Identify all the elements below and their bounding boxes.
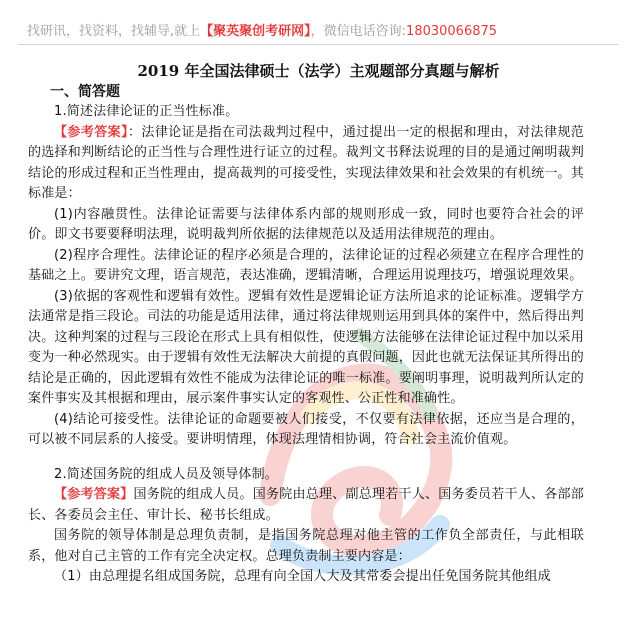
answer-tag: 【参考答案】 xyxy=(54,487,134,502)
answer-1-point-3: (3)依据的客观性和逻辑有效性。逻辑有效性是逻辑论证方法所追求的论证标准。逻辑学方法通常是指三段论。司法的功能是适用法律，通过将法律规则运用到具体的案件中，然后得出判决。这种判案的过程与三段论在形式上具有相似性，使逻辑方法能够在法律论证过程中加以采用变为一种必然现实。由于逻辑有效性无法解决大前提的真假问题，因此也就无法保证其所得出的结论是正确的，因此逻辑有效性不能成为法律论证的唯一标准。要阐明事理，说明裁判所认定的案件事实及其根据和理由，展示案件事实认定的客观性、公正性和准确性。 xyxy=(28,288,584,406)
document-title: 2019 年全国法律硕士（法学）主观题部分真题与解析 xyxy=(137,62,500,80)
answer-1-point-1: (1)内容融贯性。法律论证需要与法律体系内部的规则形成一致，同时也要符合社会的评价。即文书要要释明法理，说明裁判所依据的法律规范以及适用法律规范的理由。 xyxy=(28,206,584,242)
answer-2-point-1: （1）由总理提名组成国务院，总理有向全国人大及其常委会提出任免国务院其他组成 xyxy=(54,569,551,584)
page-header xyxy=(0,0,637,52)
answer-1 xyxy=(28,123,584,205)
header-phone[interactable]: 18030066875 xyxy=(406,24,498,39)
section-heading: 一、简答题 xyxy=(50,84,120,100)
answer-2-para-2: 国务院的领导体制是总理负责制，是指国务院总理对他主管的工作负全部责任，与此相联系，他对自己主管的工作有完全决定权。总理负责制主要内容是： xyxy=(28,528,584,564)
answer-1-point-4: (4)结论可接受性。法律论证的命题要被人们接受，不仅要有法律依据，还应当是合理的，可以被不同层系的人接受。要讲明情理，体现法理情相协调，符合社会主流价值观。 xyxy=(28,411,584,447)
answer-1-point-2: (2)程序合理性。法律论证的程序必须是合理的，法律论证的过程必须建立在程序合理性的基础之上。要讲究文理，语言规范，表达准确，逻辑清晰，合理运用说理技巧，增强说理效果。 xyxy=(28,247,584,283)
header-brand-link[interactable]: 【聚英聚创考研网】 xyxy=(200,24,311,39)
question-1: 1.简述法律论证的正当性标准。 xyxy=(54,104,239,119)
header-contact-label: ，微信电话咨询: xyxy=(310,24,407,39)
answer-2 xyxy=(28,485,584,526)
question-2: 2.简述国务院的组成人员及领导体制。 xyxy=(54,466,279,482)
header-prefix: 找研讯，找资料，找辅导,就上 xyxy=(27,24,201,39)
document-body xyxy=(28,102,584,588)
header-line xyxy=(27,20,497,39)
answer-2-text: 国务院的组成人员。国务院由总理、副总理若干人、国务委员若干人、各部部长、各委员会主任、审计长、秘书长组成。 xyxy=(28,487,584,523)
answer-1-text: ：法律论证是指在司法裁判过程中，通过提出一定的根据和理由，对法律规范的选择和判断结论的正当性与合理性进行证立的过程。裁判文书释法说理的目的是通过阐明裁判结论的形成过程和正当性理由，提高裁判的可接受性，实现法律效果和社会效果的有机统一。其标准是： xyxy=(28,124,584,201)
answer-tag: 【参考答案】 xyxy=(54,124,129,140)
header-divider xyxy=(18,44,618,45)
